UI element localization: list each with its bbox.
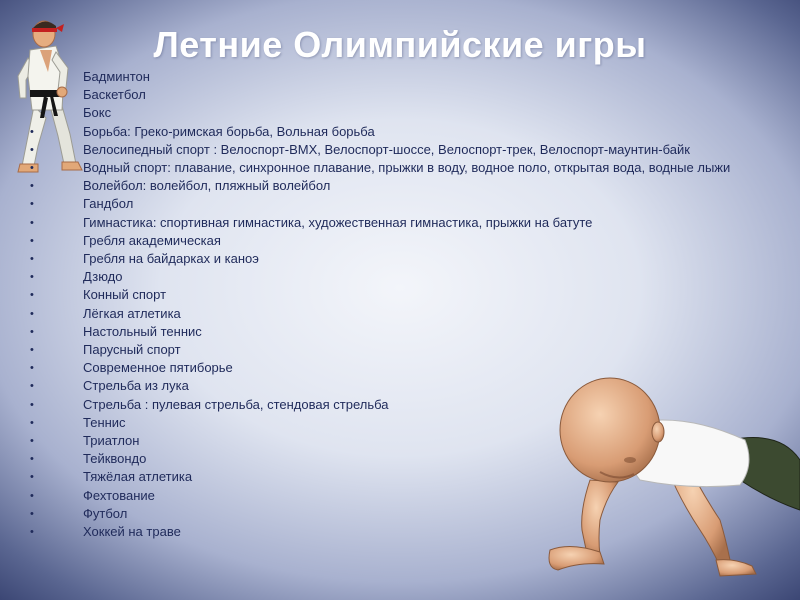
list-item: • Гандбол: [20, 195, 780, 213]
list-item: • Гимнастика: спортивная гимнастика, художественная гимнастика, прыжки на батуте: [20, 214, 780, 232]
list-item: • Тейквондо: [20, 450, 780, 468]
list-item: Баскетбол: [83, 87, 146, 103]
list-item: • Стрельба из лука: [20, 377, 780, 395]
list-item: Бокс: [83, 105, 112, 121]
list-item: • Велосипедный спорт : Велоспорт-ВМХ, Велоспорт-шоссе, Велоспорт-трек, Велоспорт-маунтин-байк: [20, 141, 780, 159]
list-item: • Теннис: [20, 414, 780, 432]
list-item: • Футбол: [20, 505, 780, 523]
list-item: • Стрельба : пулевая стрельба, стендовая стрельба: [20, 396, 780, 414]
list-item: • Гребля академическая: [20, 232, 780, 250]
list-item: • Парусный спорт: [20, 341, 780, 359]
list-item: • Фехтование: [20, 487, 780, 505]
list-item: • Борьба: Греко-римская борьба, Вольная борьба: [20, 123, 780, 141]
list-item: • Триатлон: [20, 432, 780, 450]
list-item: • Конный спорт: [20, 286, 780, 304]
list-item: • Волейбол: волейбол, пляжный волейбол: [20, 177, 780, 195]
list-item: • Хоккей на траве: [20, 523, 780, 541]
list-item: • Дзюдо: [20, 268, 780, 286]
list-item: • Гребля на байдарках и каноэ: [20, 250, 780, 268]
pushup-man-icon: [530, 370, 800, 595]
list-item: • Тяжёлая атлетика: [20, 468, 780, 486]
list-item: • Настольный теннис: [20, 323, 780, 341]
list-item: • Лёгкая атлетика: [20, 305, 780, 323]
list-item: • Современное пятиборье: [20, 359, 780, 377]
list-item: Бадминтон: [83, 69, 150, 84]
list-item: • Водный спорт: плавание, синхронное плавание, прыжки в воду, водное поло, открытая вода, водные лыжи: [20, 159, 780, 177]
slide-title: Летние Олимпийские игры: [153, 24, 647, 65]
